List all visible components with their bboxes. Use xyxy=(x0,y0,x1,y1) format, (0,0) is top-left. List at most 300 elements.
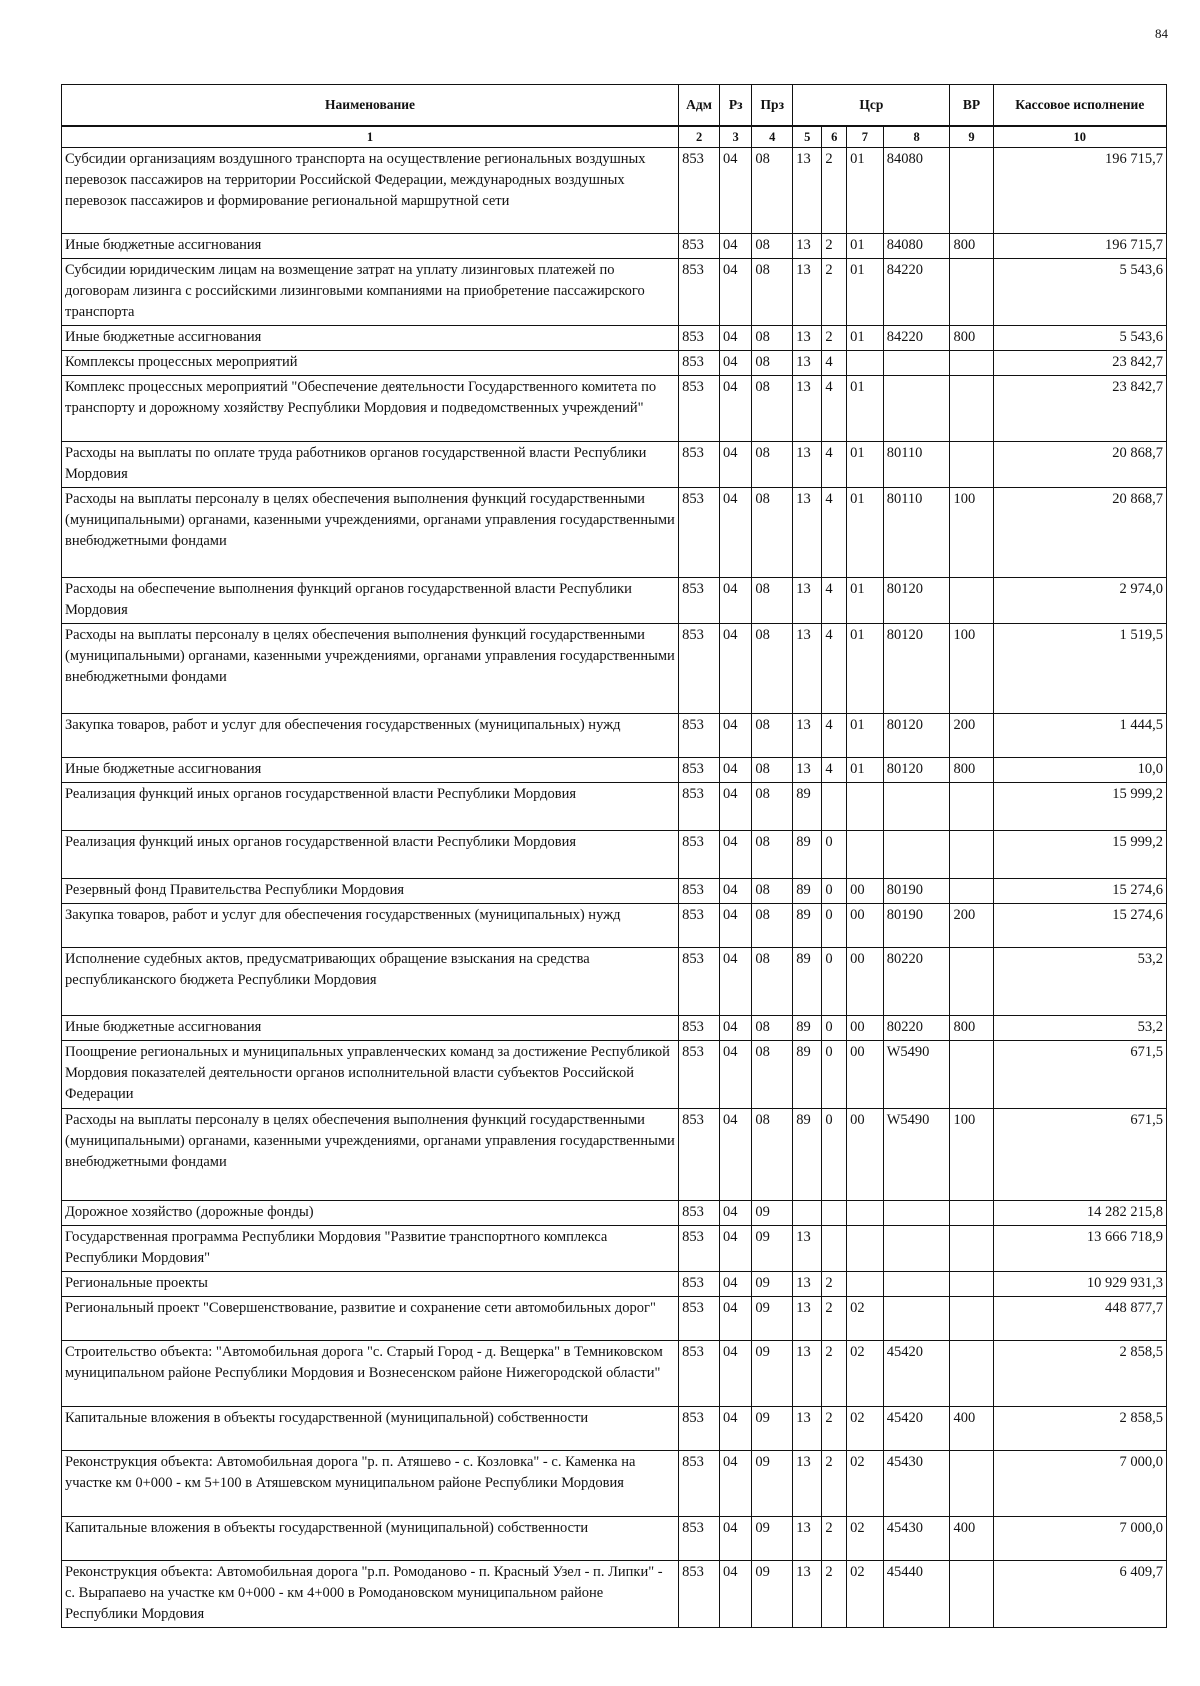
row-rz: 04 xyxy=(720,948,752,1016)
row-rz: 04 xyxy=(720,714,752,758)
row-rz: 04 xyxy=(720,376,752,442)
row-rz: 04 xyxy=(720,758,752,783)
row-name: Закупка товаров, работ и услуг для обеспечения государственных (муниципальных) нужд xyxy=(62,904,679,948)
row-adm: 853 xyxy=(679,624,720,714)
row-name: Реконструкция объекта: Автомобильная дорога "р. п. Атяшево - с. Козловка" - с. Каменка на участке км 0+000 - км 5+100 в Атяшевском муниципальном районе Республики Мордовия xyxy=(62,1451,679,1517)
row-vr: 200 xyxy=(950,904,993,948)
table-row xyxy=(62,1226,1167,1272)
row-csr-program: 13 xyxy=(793,578,822,624)
row-amount: 7 000,0 xyxy=(993,1451,1166,1517)
row-amount: 15 274,6 xyxy=(993,879,1166,904)
row-vr: 800 xyxy=(950,326,993,351)
row-csr-subprogram xyxy=(847,1226,884,1272)
row-csr-subprogram: 02 xyxy=(847,1407,884,1451)
row-csr-subprogram xyxy=(847,1272,884,1297)
row-prz: 08 xyxy=(752,904,793,948)
row-csr-type: 0 xyxy=(822,904,847,948)
col-number: 10 xyxy=(993,126,1166,148)
col-number: 2 xyxy=(679,126,720,148)
row-rz: 04 xyxy=(720,904,752,948)
row-csr-direction: 45440 xyxy=(883,1561,950,1628)
row-amount: 5 543,6 xyxy=(993,259,1166,326)
row-prz: 09 xyxy=(752,1341,793,1407)
row-name: Дорожное хозяйство (дорожные фонды) xyxy=(62,1201,679,1226)
row-adm: 853 xyxy=(679,148,720,234)
table-row xyxy=(62,1297,1167,1341)
row-csr-program: 89 xyxy=(793,1016,822,1041)
table-row xyxy=(62,904,1167,948)
row-adm: 853 xyxy=(679,1451,720,1517)
row-csr-program xyxy=(793,1201,822,1226)
row-adm: 853 xyxy=(679,1016,720,1041)
row-csr-program: 13 xyxy=(793,1272,822,1297)
row-csr-subprogram: 00 xyxy=(847,1041,884,1109)
row-rz: 04 xyxy=(720,1272,752,1297)
row-csr-direction: 80120 xyxy=(883,714,950,758)
row-csr-direction xyxy=(883,351,950,376)
row-csr-type: 0 xyxy=(822,1041,847,1109)
row-amount: 196 715,7 xyxy=(993,234,1166,259)
row-csr-type: 2 xyxy=(822,1517,847,1561)
row-name: Субсидии организациям воздушного транспорта на осуществление региональных воздушных перевозок пассажиров на территории Российской Федерации, международных воздушных перевозок пассажиров и формирование региональной маршрутной сети xyxy=(62,148,679,234)
row-csr-program: 13 xyxy=(793,1297,822,1341)
row-csr-program: 13 xyxy=(793,624,822,714)
table-row xyxy=(62,1451,1167,1517)
row-name: Расходы на обеспечение выполнения функций органов государственной власти Республики Мордовия xyxy=(62,578,679,624)
table-row xyxy=(62,1041,1167,1109)
row-vr xyxy=(950,783,993,831)
row-prz: 09 xyxy=(752,1201,793,1226)
row-csr-program: 13 xyxy=(793,1341,822,1407)
row-prz: 08 xyxy=(752,783,793,831)
row-csr-subprogram: 02 xyxy=(847,1561,884,1628)
row-csr-type: 2 xyxy=(822,1297,847,1341)
row-csr-direction: 80120 xyxy=(883,624,950,714)
row-csr-direction: 84080 xyxy=(883,234,950,259)
row-rz: 04 xyxy=(720,148,752,234)
row-csr-subprogram: 00 xyxy=(847,1109,884,1201)
row-rz: 04 xyxy=(720,1407,752,1451)
table-row xyxy=(62,1561,1167,1628)
table-row xyxy=(62,624,1167,714)
row-name: Исполнение судебных актов, предусматривающих обращение взыскания на средства республиканского бюджета Республики Мордовия xyxy=(62,948,679,1016)
header-prz: Прз xyxy=(752,85,793,127)
row-csr-program: 13 xyxy=(793,148,822,234)
table-row xyxy=(62,879,1167,904)
row-name: Расходы на выплаты персоналу в целях обеспечения выполнения функций государственными (муниципальными) органами, казенными учреждениями, органами управления государственными внебюджетными фондами xyxy=(62,624,679,714)
row-name: Субсидии юридическим лицам на возмещение затрат на уплату лизинговых платежей по договорам лизинга с российскими лизинговыми компаниями на приобретение пассажирского транспорта xyxy=(62,259,679,326)
row-csr-direction: 45430 xyxy=(883,1517,950,1561)
row-csr-subprogram: 02 xyxy=(847,1517,884,1561)
row-prz: 08 xyxy=(752,578,793,624)
row-amount: 53,2 xyxy=(993,948,1166,1016)
row-name: Строительство объекта: "Автомобильная дорога "с. Старый Город - д. Вещерка" в Темниковском муниципальном районе Республики Мордовия и Вознесенском районе Нижегородской области" xyxy=(62,1341,679,1407)
row-adm: 853 xyxy=(679,1226,720,1272)
table-row xyxy=(62,1272,1167,1297)
header-csr: Цср xyxy=(793,85,950,127)
row-adm: 853 xyxy=(679,1201,720,1226)
row-csr-type: 4 xyxy=(822,714,847,758)
row-adm: 853 xyxy=(679,1341,720,1407)
row-name: Закупка товаров, работ и услуг для обеспечения государственных (муниципальных) нужд xyxy=(62,714,679,758)
row-name: Поощрение региональных и муниципальных управленческих команд за достижение Республикой Мордовия показателей деятельности органов исполнительной власти субъектов Российской Федерации xyxy=(62,1041,679,1109)
row-csr-program: 13 xyxy=(793,1226,822,1272)
row-csr-type xyxy=(822,783,847,831)
table-row xyxy=(62,488,1167,578)
row-prz: 08 xyxy=(752,376,793,442)
row-prz: 09 xyxy=(752,1297,793,1341)
row-adm: 853 xyxy=(679,1297,720,1341)
row-rz: 04 xyxy=(720,831,752,879)
row-adm: 853 xyxy=(679,259,720,326)
row-rz: 04 xyxy=(720,624,752,714)
row-vr: 200 xyxy=(950,714,993,758)
row-adm: 853 xyxy=(679,831,720,879)
row-prz: 08 xyxy=(752,326,793,351)
row-prz: 08 xyxy=(752,948,793,1016)
row-csr-direction: 84220 xyxy=(883,326,950,351)
row-name: Расходы на выплаты по оплате труда работников органов государственной власти Республики Мордовия xyxy=(62,442,679,488)
row-csr-type xyxy=(822,1201,847,1226)
row-csr-program: 13 xyxy=(793,1517,822,1561)
row-vr xyxy=(950,831,993,879)
row-csr-subprogram xyxy=(847,351,884,376)
table-row xyxy=(62,1016,1167,1041)
row-vr xyxy=(950,1451,993,1517)
row-csr-direction: 80120 xyxy=(883,578,950,624)
row-amount: 10,0 xyxy=(993,758,1166,783)
row-amount: 196 715,7 xyxy=(993,148,1166,234)
table-row xyxy=(62,234,1167,259)
row-csr-direction: 84080 xyxy=(883,148,950,234)
row-csr-type: 0 xyxy=(822,948,847,1016)
row-csr-program: 13 xyxy=(793,488,822,578)
row-name: Иные бюджетные ассигнования xyxy=(62,758,679,783)
row-csr-direction xyxy=(883,1272,950,1297)
row-csr-program: 89 xyxy=(793,1041,822,1109)
table-row xyxy=(62,948,1167,1016)
row-amount: 10 929 931,3 xyxy=(993,1272,1166,1297)
page-number: 84 xyxy=(1155,26,1168,41)
col-number: 6 xyxy=(822,126,847,148)
row-adm: 853 xyxy=(679,714,720,758)
row-csr-direction xyxy=(883,1226,950,1272)
row-csr-type: 4 xyxy=(822,351,847,376)
row-name: Региональные проекты xyxy=(62,1272,679,1297)
row-adm: 853 xyxy=(679,488,720,578)
row-adm: 853 xyxy=(679,758,720,783)
row-adm: 853 xyxy=(679,948,720,1016)
row-name: Иные бюджетные ассигнования xyxy=(62,1016,679,1041)
table-row xyxy=(62,148,1167,234)
row-vr xyxy=(950,442,993,488)
row-amount: 23 842,7 xyxy=(993,351,1166,376)
row-prz: 08 xyxy=(752,714,793,758)
row-csr-direction xyxy=(883,1297,950,1341)
col-number: 8 xyxy=(883,126,950,148)
row-adm: 853 xyxy=(679,904,720,948)
row-rz: 04 xyxy=(720,488,752,578)
row-csr-type: 2 xyxy=(822,1272,847,1297)
row-csr-subprogram: 01 xyxy=(847,376,884,442)
row-amount: 2 858,5 xyxy=(993,1341,1166,1407)
row-rz: 04 xyxy=(720,879,752,904)
header-rz: Рз xyxy=(720,85,752,127)
row-vr xyxy=(950,948,993,1016)
column-number-row xyxy=(62,126,1167,148)
row-adm: 853 xyxy=(679,1517,720,1561)
row-prz: 08 xyxy=(752,1041,793,1109)
row-rz: 04 xyxy=(720,259,752,326)
row-vr: 800 xyxy=(950,234,993,259)
row-vr: 400 xyxy=(950,1407,993,1451)
row-prz: 09 xyxy=(752,1226,793,1272)
row-csr-type xyxy=(822,1226,847,1272)
row-csr-direction: 80190 xyxy=(883,904,950,948)
table-row xyxy=(62,376,1167,442)
col-number: 1 xyxy=(62,126,679,148)
row-rz: 04 xyxy=(720,351,752,376)
table-row xyxy=(62,1109,1167,1201)
row-vr xyxy=(950,376,993,442)
row-csr-subprogram: 02 xyxy=(847,1341,884,1407)
row-rz: 04 xyxy=(720,1561,752,1628)
row-csr-direction xyxy=(883,831,950,879)
row-csr-type: 0 xyxy=(822,1016,847,1041)
row-prz: 08 xyxy=(752,148,793,234)
row-name: Расходы на выплаты персоналу в целях обеспечения выполнения функций государственными (муниципальными) органами, казенными учреждениями, органами управления государственными внебюджетными фондами xyxy=(62,488,679,578)
col-number: 4 xyxy=(752,126,793,148)
row-csr-type: 2 xyxy=(822,1451,847,1517)
row-amount: 23 842,7 xyxy=(993,376,1166,442)
row-rz: 04 xyxy=(720,1109,752,1201)
row-csr-type: 2 xyxy=(822,1407,847,1451)
row-rz: 04 xyxy=(720,1517,752,1561)
row-amount: 1 519,5 xyxy=(993,624,1166,714)
row-amount: 671,5 xyxy=(993,1109,1166,1201)
row-rz: 04 xyxy=(720,1041,752,1109)
table-row xyxy=(62,714,1167,758)
row-vr xyxy=(950,879,993,904)
row-vr: 100 xyxy=(950,1109,993,1201)
row-csr-type: 4 xyxy=(822,624,847,714)
row-name: Капитальные вложения в объекты государственной (муниципальной) собственности xyxy=(62,1517,679,1561)
row-amount: 14 282 215,8 xyxy=(993,1201,1166,1226)
row-prz: 08 xyxy=(752,758,793,783)
row-csr-type: 4 xyxy=(822,758,847,783)
row-csr-direction xyxy=(883,1201,950,1226)
row-csr-program: 89 xyxy=(793,1109,822,1201)
row-name: Государственная программа Республики Мордовия "Развитие транспортного комплекса Республики Мордовия" xyxy=(62,1226,679,1272)
row-name: Капитальные вложения в объекты государственной (муниципальной) собственности xyxy=(62,1407,679,1451)
header-vr: ВР xyxy=(950,85,993,127)
row-csr-program: 89 xyxy=(793,783,822,831)
row-rz: 04 xyxy=(720,578,752,624)
row-csr-direction xyxy=(883,783,950,831)
row-csr-program: 89 xyxy=(793,831,822,879)
row-csr-direction: 45420 xyxy=(883,1341,950,1407)
table-row xyxy=(62,1517,1167,1561)
row-csr-subprogram: 01 xyxy=(847,624,884,714)
row-rz: 04 xyxy=(720,1341,752,1407)
row-csr-subprogram: 01 xyxy=(847,442,884,488)
row-amount: 13 666 718,9 xyxy=(993,1226,1166,1272)
row-csr-program: 13 xyxy=(793,1451,822,1517)
row-prz: 09 xyxy=(752,1272,793,1297)
row-adm: 853 xyxy=(679,326,720,351)
row-vr xyxy=(950,1561,993,1628)
row-adm: 853 xyxy=(679,234,720,259)
row-csr-direction: 84220 xyxy=(883,259,950,326)
row-csr-program: 89 xyxy=(793,879,822,904)
row-amount: 7 000,0 xyxy=(993,1517,1166,1561)
row-name: Резервный фонд Правительства Республики Мордовия xyxy=(62,879,679,904)
row-amount: 15 999,2 xyxy=(993,783,1166,831)
col-number: 5 xyxy=(793,126,822,148)
row-csr-subprogram xyxy=(847,831,884,879)
row-csr-type: 4 xyxy=(822,376,847,442)
row-amount: 15 999,2 xyxy=(993,831,1166,879)
row-name: Иные бюджетные ассигнования xyxy=(62,234,679,259)
row-csr-direction: 80110 xyxy=(883,442,950,488)
row-csr-subprogram: 02 xyxy=(847,1451,884,1517)
row-csr-type: 2 xyxy=(822,234,847,259)
row-vr xyxy=(950,351,993,376)
row-amount: 2 858,5 xyxy=(993,1407,1166,1451)
row-rz: 04 xyxy=(720,1201,752,1226)
row-amount: 53,2 xyxy=(993,1016,1166,1041)
row-csr-program: 13 xyxy=(793,1561,822,1628)
table-row xyxy=(62,351,1167,376)
row-csr-type: 2 xyxy=(822,148,847,234)
row-vr xyxy=(950,148,993,234)
row-amount: 6 409,7 xyxy=(993,1561,1166,1628)
row-csr-subprogram: 00 xyxy=(847,904,884,948)
row-rz: 04 xyxy=(720,442,752,488)
row-adm: 853 xyxy=(679,1109,720,1201)
row-csr-direction: 45430 xyxy=(883,1451,950,1517)
row-adm: 853 xyxy=(679,376,720,442)
row-prz: 08 xyxy=(752,442,793,488)
row-csr-subprogram: 00 xyxy=(847,1016,884,1041)
row-prz: 08 xyxy=(752,1109,793,1201)
row-vr xyxy=(950,1341,993,1407)
row-csr-program: 13 xyxy=(793,1407,822,1451)
table-row xyxy=(62,259,1167,326)
header-kass: Кассовое исполнение xyxy=(993,85,1166,127)
row-csr-subprogram: 01 xyxy=(847,488,884,578)
row-csr-subprogram: 00 xyxy=(847,879,884,904)
col-number: 7 xyxy=(847,126,884,148)
row-csr-subprogram: 01 xyxy=(847,758,884,783)
header-row xyxy=(62,85,1167,127)
row-prz: 08 xyxy=(752,351,793,376)
row-csr-program: 13 xyxy=(793,714,822,758)
row-vr: 400 xyxy=(950,1517,993,1561)
row-vr: 100 xyxy=(950,488,993,578)
row-vr xyxy=(950,1201,993,1226)
row-csr-type: 0 xyxy=(822,879,847,904)
row-name: Реализация функций иных органов государственной власти Республики Мордовия xyxy=(62,831,679,879)
row-prz: 08 xyxy=(752,234,793,259)
row-rz: 04 xyxy=(720,783,752,831)
row-rz: 04 xyxy=(720,1451,752,1517)
row-name: Реализация функций иных органов государственной власти Республики Мордовия xyxy=(62,783,679,831)
table-row xyxy=(62,758,1167,783)
table-row xyxy=(62,783,1167,831)
row-csr-direction: 80190 xyxy=(883,879,950,904)
row-csr-program: 89 xyxy=(793,948,822,1016)
row-csr-program: 13 xyxy=(793,259,822,326)
row-csr-direction: 80110 xyxy=(883,488,950,578)
row-amount: 5 543,6 xyxy=(993,326,1166,351)
row-csr-direction xyxy=(883,376,950,442)
row-csr-type: 4 xyxy=(822,578,847,624)
row-prz: 08 xyxy=(752,879,793,904)
col-number: 3 xyxy=(720,126,752,148)
row-vr: 100 xyxy=(950,624,993,714)
row-csr-subprogram xyxy=(847,1201,884,1226)
row-name: Комплексы процессных мероприятий xyxy=(62,351,679,376)
row-adm: 853 xyxy=(679,1272,720,1297)
table-row xyxy=(62,326,1167,351)
table-row xyxy=(62,578,1167,624)
row-vr xyxy=(950,1272,993,1297)
row-adm: 853 xyxy=(679,351,720,376)
row-adm: 853 xyxy=(679,442,720,488)
row-vr xyxy=(950,259,993,326)
row-amount: 1 444,5 xyxy=(993,714,1166,758)
row-prz: 08 xyxy=(752,624,793,714)
row-prz: 09 xyxy=(752,1407,793,1451)
row-amount: 671,5 xyxy=(993,1041,1166,1109)
row-csr-type: 2 xyxy=(822,1561,847,1628)
header-name: Наименование xyxy=(62,85,679,127)
row-csr-type: 2 xyxy=(822,326,847,351)
row-csr-subprogram: 01 xyxy=(847,578,884,624)
row-rz: 04 xyxy=(720,326,752,351)
row-csr-subprogram: 01 xyxy=(847,234,884,259)
row-amount: 20 868,7 xyxy=(993,442,1166,488)
row-adm: 853 xyxy=(679,1561,720,1628)
row-name: Региональный проект "Совершенствование, развитие и сохранение сети автомобильных дорог" xyxy=(62,1297,679,1341)
row-csr-program: 13 xyxy=(793,234,822,259)
row-csr-subprogram: 02 xyxy=(847,1297,884,1341)
row-amount: 448 877,7 xyxy=(993,1297,1166,1341)
row-prz: 09 xyxy=(752,1561,793,1628)
row-csr-subprogram: 01 xyxy=(847,259,884,326)
row-csr-subprogram: 01 xyxy=(847,148,884,234)
row-rz: 04 xyxy=(720,1016,752,1041)
row-name: Иные бюджетные ассигнования xyxy=(62,326,679,351)
row-csr-program: 13 xyxy=(793,442,822,488)
row-csr-subprogram xyxy=(847,783,884,831)
table-row xyxy=(62,1201,1167,1226)
row-vr xyxy=(950,1297,993,1341)
row-rz: 04 xyxy=(720,1297,752,1341)
row-csr-type: 0 xyxy=(822,831,847,879)
row-csr-direction: W5490 xyxy=(883,1109,950,1201)
table-row xyxy=(62,1341,1167,1407)
row-csr-subprogram: 01 xyxy=(847,714,884,758)
row-csr-subprogram: 01 xyxy=(847,326,884,351)
row-adm: 853 xyxy=(679,1041,720,1109)
row-csr-direction: 45420 xyxy=(883,1407,950,1451)
budget-table xyxy=(61,84,1167,1628)
row-adm: 853 xyxy=(679,783,720,831)
row-csr-type: 2 xyxy=(822,1341,847,1407)
row-prz: 08 xyxy=(752,1016,793,1041)
